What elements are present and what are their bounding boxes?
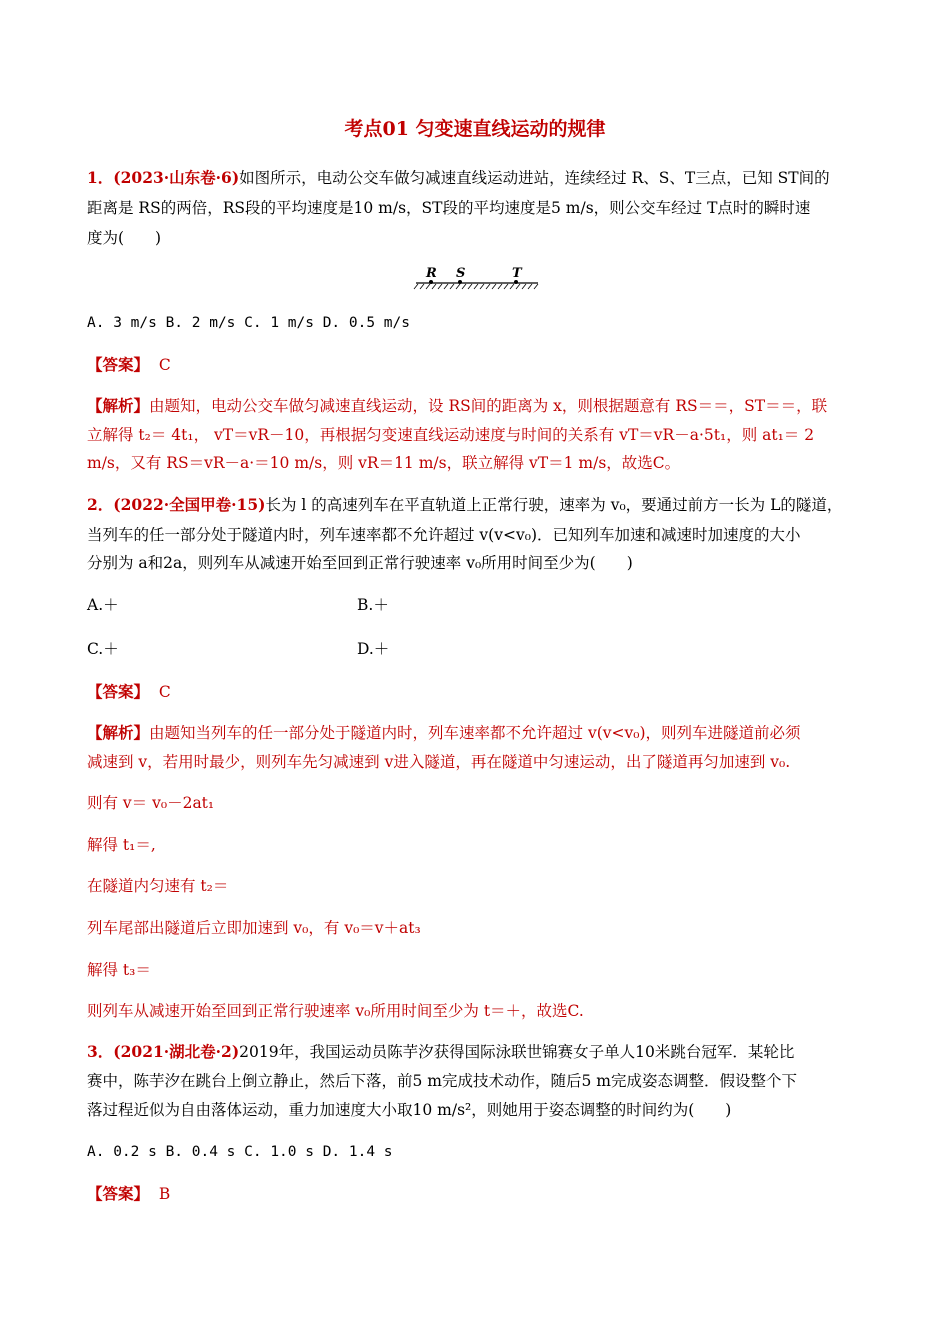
q2-text-2: 当列车的任一部分处于隧道内时，列车速率都不允许超过 v(v<v₀)．已知列车加速和减速时加速度的大小 [87,526,801,544]
q1-options: A. 3 m/s B. 2 m/s C. 1 m/s D. 0.5 m/s [87,315,411,331]
q2-explanation-1 [87,723,867,743]
q1-text-2: 距离是 RS的两倍，RS段的平均速度是10 m/s，ST段的平均速度是5 m/s，则公交车经过 T点时的瞬时速 [87,199,811,217]
answer-label: 【答案】 [87,1184,150,1203]
q3-source: 3．(2021·湖北卷·2) [87,1042,240,1061]
q3-options: A. 0.2 s B. 0.4 s C. 1.0 s D. 1.4 s [87,1144,393,1160]
q2-explanation-5: 在隧道内匀速有 t₂＝ [87,877,229,895]
q2-option-c: C.＋ [87,640,119,658]
answer-value: C [158,683,171,701]
explanation-text: 由题知，电动公交车做匀减速直线运动，设 RS间的距离为 x，则根据题意有 RS＝＝，ST＝＝，联 [149,397,828,415]
q2-explanation-3: 则有 v＝ v₀－2at₁ [87,794,215,812]
q2-explanation-8: 则列车从减速开始至回到正常行驶速率 v₀所用时间至少为 t＝＋，故选C. [87,1002,584,1020]
q1-answer [87,355,867,375]
q3-text-1: 2019年，我国运动员陈芋汐获得国际泳联世锦赛女子单人10米跳台冠军．某轮比 [239,1043,795,1061]
q1-line-1 [87,168,867,188]
q3-answer [87,1184,867,1204]
q2-explanation-6: 列车尾部出隧道后立即加速到 v₀，有 v₀＝v＋at₃ [87,919,421,937]
explanation-label: 【解析】 [87,396,150,415]
q2-text-1: 长为 l 的高速列车在平直轨道上正常行驶，速率为 v₀，要通过前方一长为 L的隧道， [265,496,843,514]
answer-value: C [158,356,171,374]
q2-explanation-7: 解得 t₃＝ [87,961,151,979]
explanation-text: 由题知当列车的任一部分处于隧道内时，列车速率都不允许超过 v(v<v₀)，则列车进隧道前必须 [149,724,801,742]
q2-option-b: B.＋ [357,596,389,614]
explanation-label: 【解析】 [87,723,150,742]
q2-option-a: A.＋ [87,596,119,614]
page-title: 考点01 匀变速直线运动的规律 [344,118,606,140]
answer-value: B [158,1185,171,1203]
q2-options-row-2 [87,639,867,659]
figure-label-r: R [426,266,437,281]
q1-text-1: 如图所示，电动公交车做匀减速直线运动进站，连续经过 R、S、T三点，已知 ST间的 [239,169,830,187]
figure-label-t: T [512,266,522,281]
q2-source: 2．(2022·全国甲卷·15) [87,495,266,514]
figure-label-s: S [456,266,466,281]
answer-label: 【答案】 [87,682,150,701]
q3-text-2: 赛中，陈芋汐在跳台上倒立静止，然后下落，前5 m完成技术动作，随后5 m完成姿态调整．假设整个下 [87,1072,797,1090]
q1-explanation-1 [87,396,867,416]
q1-explanation-3: m/s，又有 RS＝vR－a·＝10 m/s，则 vR＝11 m/s，联立解得 vT＝1 m/s，故选C。 [87,454,681,472]
q3-text-3: 落过程近似为自由落体运动，重力加速度大小取10 m/s²，则她用于姿态调整的时间约为( ) [87,1101,732,1119]
q2-options-row-1 [87,595,867,615]
q1-figure-rst [410,262,545,292]
q2-explanation-2: 减速到 v，若用时最少，则列车先匀减速到 v进入隧道，再在隧道中匀速运动，出了隧道再匀加速到 v₀. [87,753,791,771]
q1-text-3: 度为( ) [87,229,162,247]
q3-line-1 [87,1042,867,1062]
q2-text-3: 分别为 a和2a，则列车从减速开始至回到正常行驶速率 v₀所用时间至少为( ) [87,554,633,572]
q2-line-1 [87,495,867,515]
answer-label: 【答案】 [87,355,150,374]
q2-answer [87,682,867,702]
q1-explanation-2: 立解得 t₂＝ 4t₁， vT＝vR－10，再根据匀变速直线运动速度与时间的关系有 vT＝vR－a·5t₁，则 at₁＝ 2 [87,426,815,444]
q2-option-d: D.＋ [357,640,390,658]
q2-explanation-4: 解得 t₁＝, [87,836,156,854]
q1-source: 1．(2023·山东卷·6) [87,168,240,187]
